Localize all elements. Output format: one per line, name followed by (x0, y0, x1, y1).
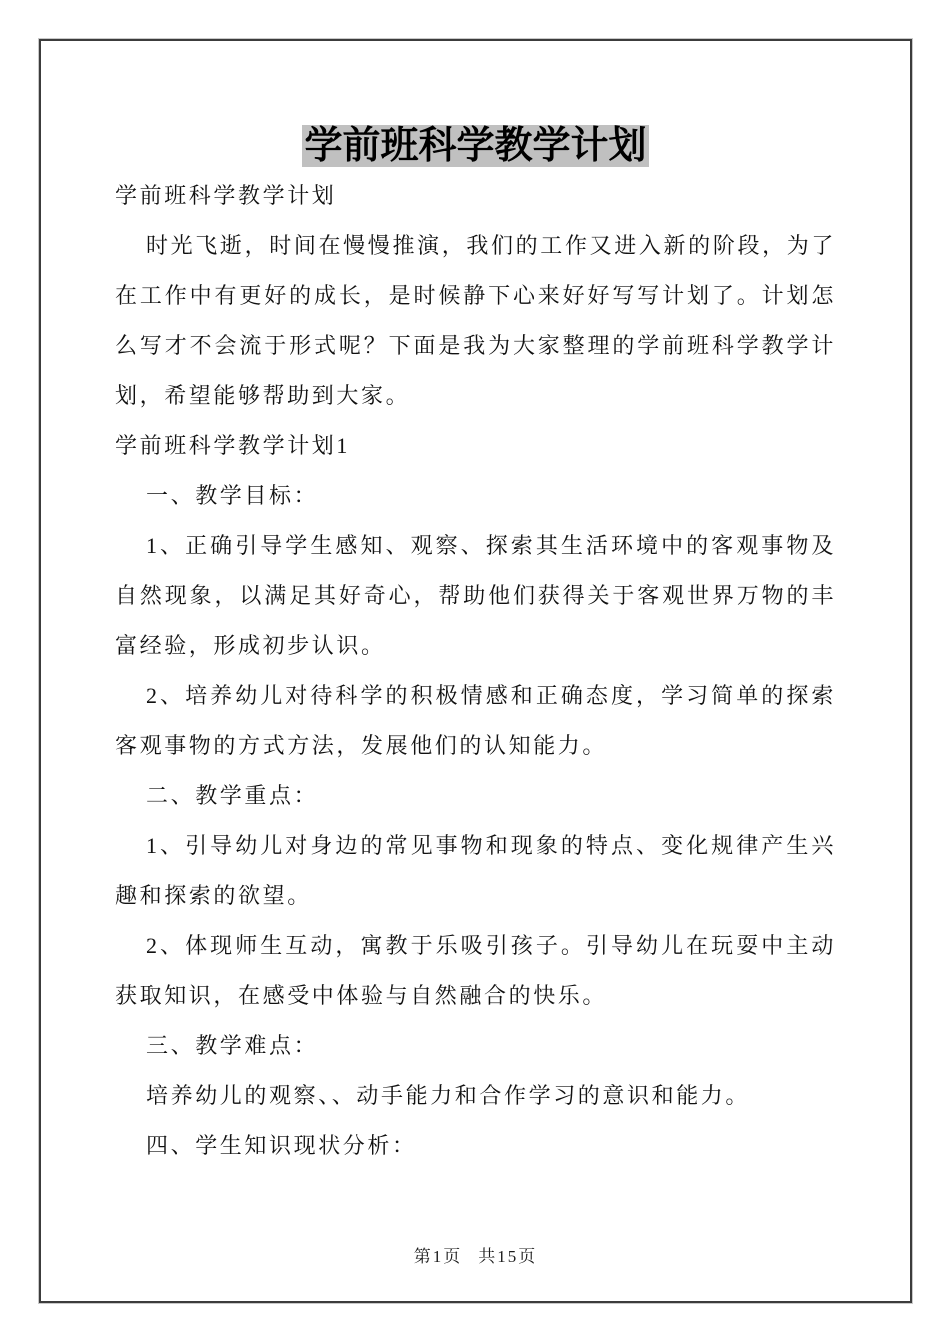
footer-total-pages: 共15页 (478, 1247, 538, 1266)
document-title (115, 125, 836, 167)
paragraph: 一、教学目标： (146, 483, 319, 508)
paragraph: 三、教学难点： (146, 1033, 319, 1058)
paragraph: 培养幼儿的观察、、动手能力和合作学习的意识和能力。 (146, 1083, 751, 1108)
paragraph: 2、培养幼儿对待科学的积极情感和正确态度，学习简单的探索客观事物的方式方法，发展他们的认知能力。 (115, 683, 836, 758)
paragraph: 1、正确引导学生感知、观察、探索其生活环境中的客观事物及自然现象，以满足其好奇心，帮助他们获得关于客观世界万物的丰富经验，形成初步认识。 (115, 533, 836, 658)
footer-current-page: 第1页 (413, 1247, 463, 1266)
page-content (41, 41, 910, 1301)
page-footer (41, 1242, 910, 1267)
paragraph: 2、体现师生互动，寓教于乐吸引孩子。引导幼儿在玩耍中主动获取知识，在感受中体验与自然融合的快乐。 (115, 933, 836, 1008)
paragraph: 四、学生知识现状分析： (146, 1133, 417, 1158)
paragraph: 1、引导幼儿对身边的常见事物和现象的特点、变化规律产生兴趣和探索的欲望。 (115, 833, 836, 908)
paragraph: 时光飞逝，时间在慢慢推演，我们的工作又进入新的阶段，为了在工作中有更好的成长，是时候静下心来好好写写计划了。计划怎么写才不会流于形式呢？下面是我为大家整理的学前班科学教学计划，希望能够帮助到大家。 (115, 233, 836, 408)
document-title-highlight: 学前班科学教学计划 (304, 125, 647, 167)
paragraph: 学前班科学教学计划 (115, 183, 337, 208)
paragraph: 学前班科学教学计划1 (115, 433, 351, 458)
document-body (115, 171, 836, 1171)
document-page (39, 39, 912, 1303)
paragraph: 二、教学重点： (146, 783, 319, 808)
